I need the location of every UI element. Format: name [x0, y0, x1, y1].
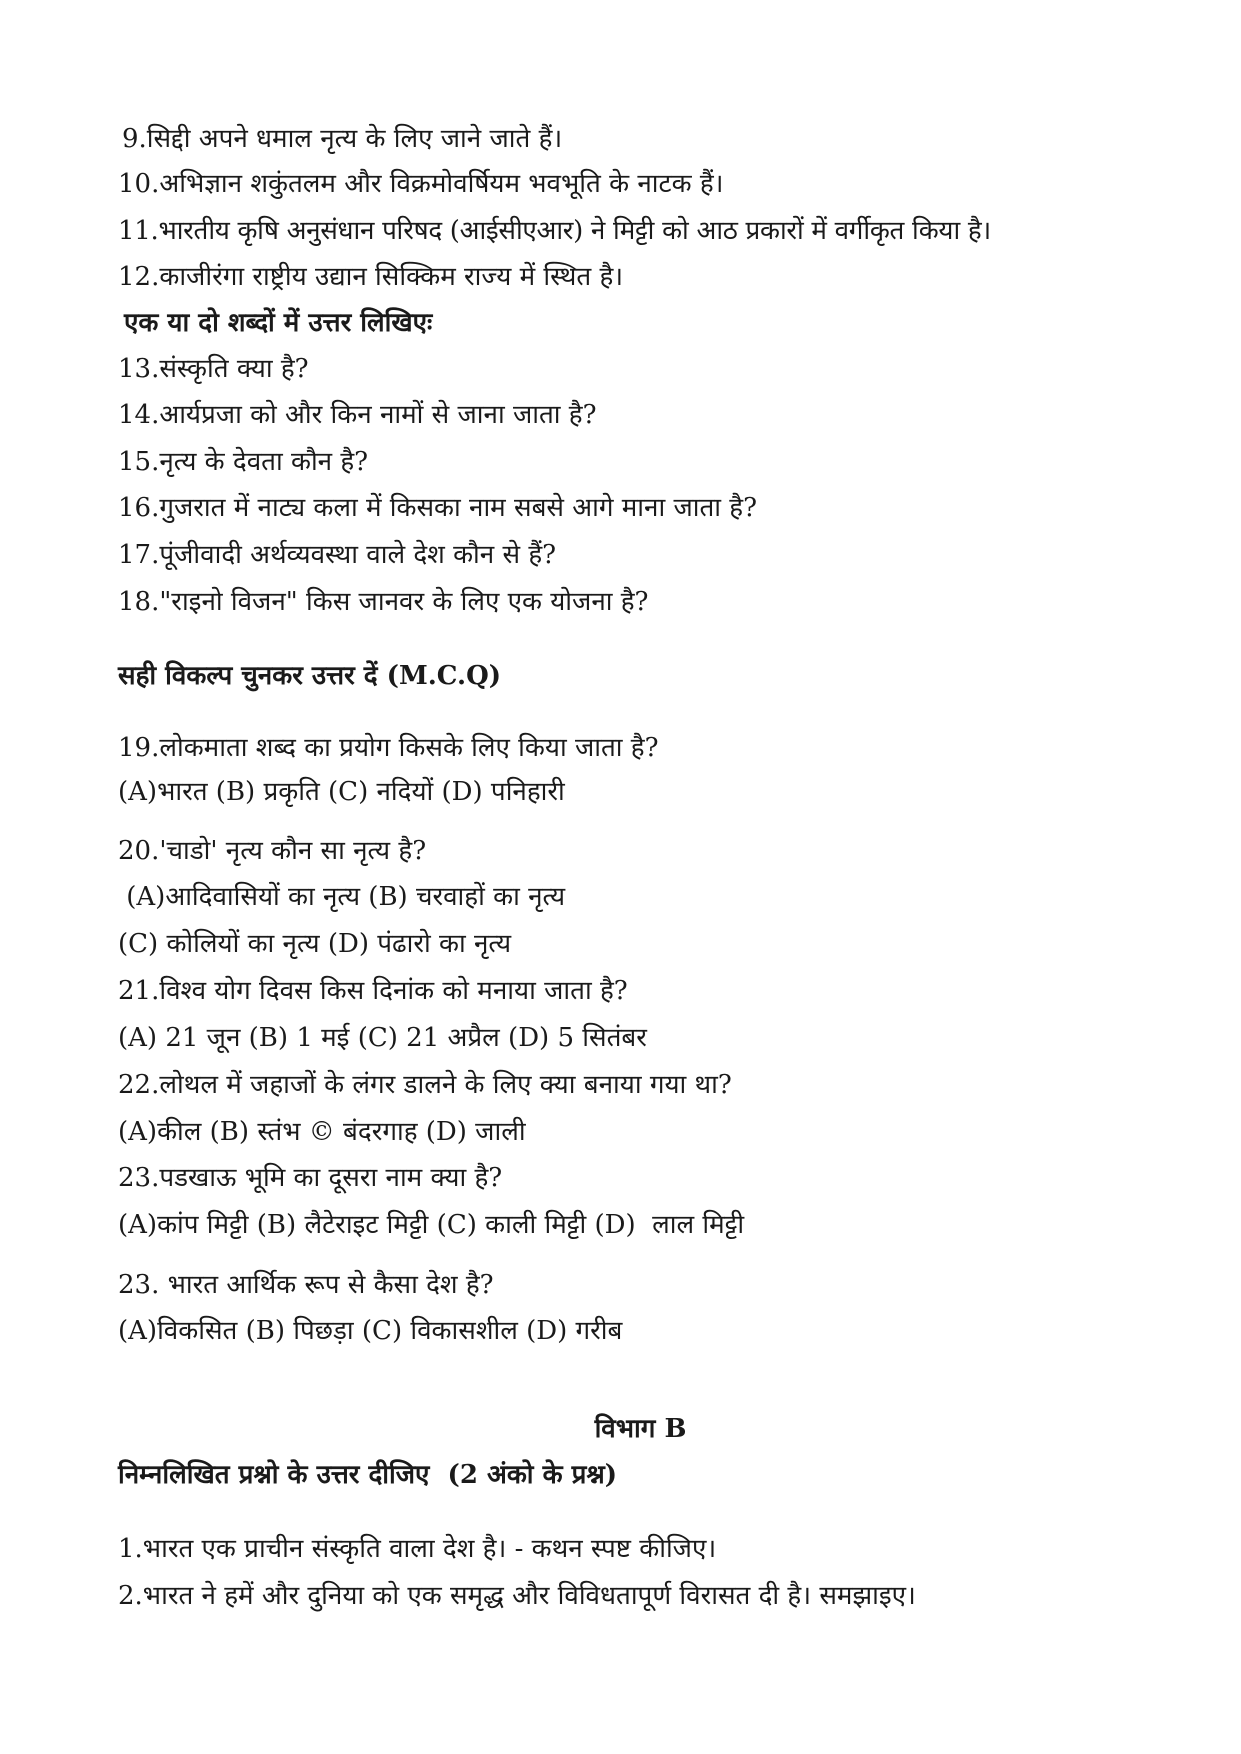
question-20-options-1: (A)आदिवासियों का नृत्य (B) चरवाहों का नृत्य [118, 882, 566, 912]
mcq-heading: सही विकल्प चुनकर उत्तर दें (M.C.Q) [118, 661, 502, 691]
question-15: 15.नृत्य के देवता कौन है? [118, 447, 369, 477]
short-answer-heading: एक या दो शब्दों में उत्तर लिखिएः [124, 308, 433, 338]
question-10: 10.अभिज्ञान शकुंतलम और विक्रमोवर्षियम भवभूति के नाटक हैं। [118, 169, 724, 199]
section-b-question-2: 2.भारत ने हमें और दुनिया को एक समृद्ध और विविधतापूर्ण विरासत दी है। समझाइए। [118, 1581, 916, 1611]
question-20: 20.'चाडो' नृत्य कौन सा नृत्य है? [118, 836, 427, 866]
question-13: 13.संस्कृति क्या है? [118, 354, 309, 384]
question-21-options: (A) 21 जून (B) 1 मई (C) 21 अप्रैल (D) 5 सितंबर [118, 1023, 647, 1053]
section-b-question-1: 1.भारत एक प्राचीन संस्कृति वाला देश है। - कथन स्पष्ट कीजिए। [118, 1534, 717, 1564]
question-12: 12.काजीरंगा राष्ट्रीय उद्यान सिक्किम राज्य में स्थित है। [118, 262, 624, 292]
question-21: 21.विश्व योग दिवस किस दिनांक को मनाया जाता है? [118, 976, 628, 1006]
question-23b: 23. भारत आर्थिक रूप से कैसा देश है? [118, 1270, 494, 1300]
question-22: 22.लोथल में जहाजों के लंगर डालने के लिए क्या बनाया गया था? [118, 1070, 732, 1100]
question-23a: 23.पडखाऊ भूमि का दूसरा नाम क्या है? [118, 1163, 503, 1193]
question-22-options: (A)कील (B) स्तंभ © बंदरगाह (D) जाली [118, 1117, 526, 1147]
question-11: 11.भारतीय कृषि अनुसंधान परिषद (आईसीएआर) ने मिट्टी को आठ प्रकारों में वर्गीकृत किया है। [118, 216, 991, 246]
question-23b-options: (A)विकसित (B) पिछड़ा (C) विकासशील (D) गरीब [118, 1316, 623, 1346]
question-9: 9.सिद्दी अपने धमाल नृत्य के लिए जाने जाते हैं। [122, 124, 563, 154]
question-17: 17.पूंजीवादी अर्थव्यवस्था वाले देश कौन से हैं? [118, 540, 557, 570]
question-23a-options: (A)कांप मिट्टी (B) लैटेराइट मिट्टी (C) काली मिट्टी (D) लाल मिट्टी [118, 1210, 745, 1240]
question-20-options-2: (C) कोलियों का नृत्य (D) पंढारो का नृत्य [118, 929, 512, 959]
section-b-title: विभाग B [594, 1414, 687, 1444]
question-19: 19.लोकमाता शब्द का प्रयोग किसके लिए किया जाता है? [118, 733, 659, 763]
question-18: 18."राइनो विजन" किस जानवर के लिए एक योजना है? [118, 587, 649, 617]
question-16: 16.गुजरात में नाट्य कला में किसका नाम सबसे आगे माना जाता है? [118, 493, 758, 523]
question-14: 14.आर्यप्रजा को और किन नामों से जाना जाता है? [118, 400, 597, 430]
section-b-heading: निम्नलिखित प्रश्नो के उत्तर दीजिए (2 अंको के प्रश्न) [118, 1460, 618, 1490]
question-19-options: (A)भारत (B) प्रकृति (C) नदियों (D) पनिहारी [118, 777, 565, 807]
